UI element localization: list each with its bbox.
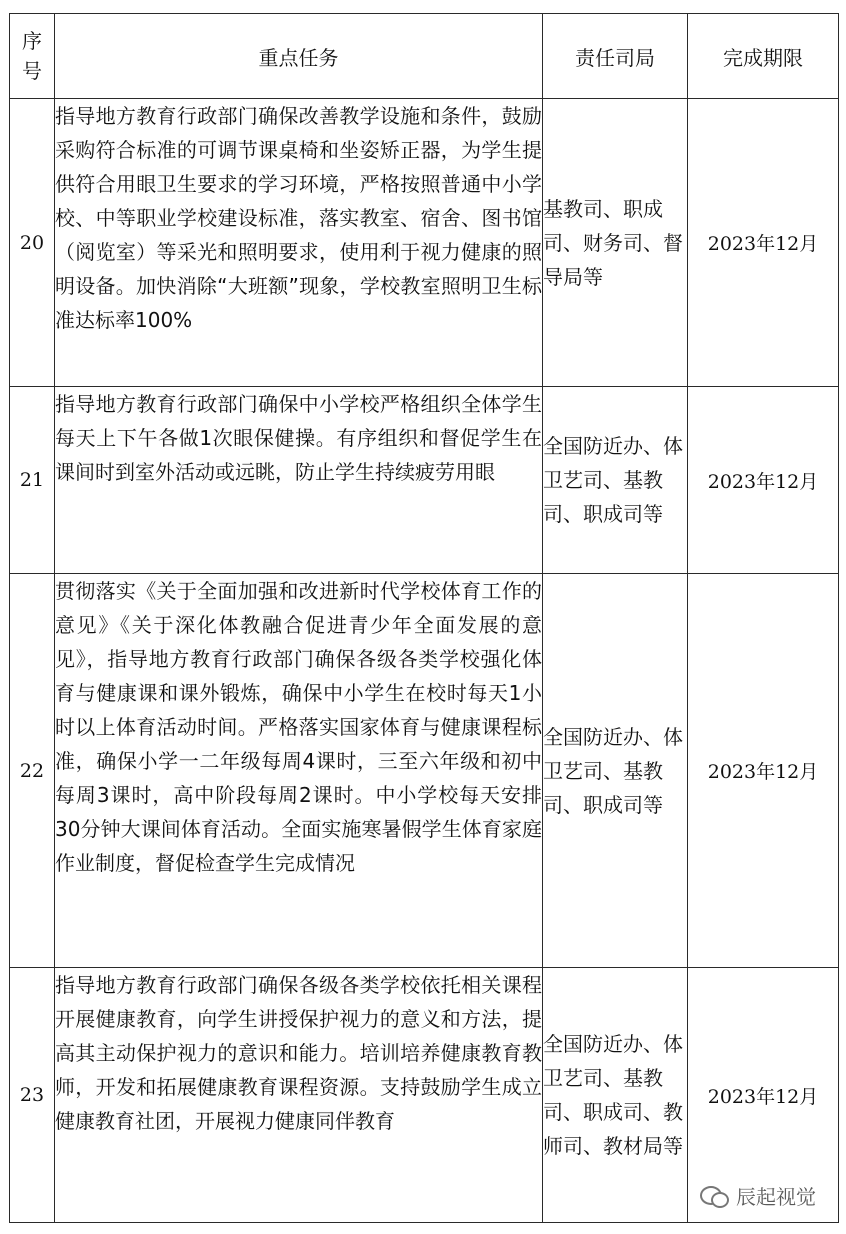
- row-deadline: 2023年12月: [688, 99, 839, 387]
- header-dept: 责任司局: [543, 14, 688, 99]
- row-task: 指导地方教育行政部门确保改善教学设施和条件，鼓励采购符合标准的可调节课桌椅和坐姿矫正器，为学生提供符合用眼卫生要求的学习环境，严格按照普通中小学校、中等职业学校建设标准，落实教室、宿舍、图书馆（阅览室）等采光和照明要求，使用利于视力健康的照明设备。加快消除“大班额”现象，学校教室照明卫生标准达标率100%: [55, 99, 543, 387]
- table-row: [10, 574, 839, 968]
- row-seq: 23: [10, 968, 55, 1223]
- row-seq: 22: [10, 574, 55, 968]
- table-row: [10, 99, 839, 387]
- row-dept: 全国防近办、体卫艺司、基教司、职成司、教师司、教材局等: [543, 968, 688, 1223]
- header-seq-line1: 序: [22, 29, 42, 53]
- header-seq: [10, 14, 55, 99]
- header-row: [10, 14, 839, 99]
- row-task: 贯彻落实《关于全面加强和改进新时代学校体育工作的意见》《关于深化体教融合促进青少年全面发展的意见》，指导地方教育行政部门确保各级各类学校强化体育与健康课和课外锻炼，确保中小学生在校时每天1小时以上体育活动时间。严格落实国家体育与健康课程标准，确保小学一二年级每周4课时，三至六年级和初中每周3课时，高中阶段每周2课时。中小学校每天安排30分钟大课间体育活动。全面实施寒暑假学生体育家庭作业制度，督促检查学生完成情况: [55, 574, 543, 968]
- row-dept: 全国防近办、体卫艺司、基教司、职成司等: [543, 574, 688, 968]
- row-deadline: 2023年12月: [688, 387, 839, 574]
- header-task: 重点任务: [55, 14, 543, 99]
- row-task: 指导地方教育行政部门确保各级各类学校依托相关课程开展健康教育，向学生讲授保护视力的意义和方法，提高其主动保护视力的意识和能力。培训培养健康教育教师，开发和拓展健康教育课程资源。支持鼓励学生成立健康教育社团，开展视力健康同伴教育: [55, 968, 543, 1223]
- watermark-label: 辰起视觉: [736, 1185, 816, 1209]
- row-deadline: 2023年12月: [688, 574, 839, 968]
- row-dept: 基教司、职成司、财务司、督导局等: [543, 99, 688, 387]
- wechat-icon: [700, 1184, 728, 1208]
- header-deadline: 完成期限: [688, 14, 839, 99]
- row-deadline: 2023年12月: [688, 968, 839, 1223]
- source-watermark: [700, 1181, 816, 1210]
- row-task: 指导地方教育行政部门确保中小学校严格组织全体学生每天上下午各做1次眼保健操。有序组织和督促学生在课间时到室外活动或远眺，防止学生持续疲劳用眼: [55, 387, 543, 574]
- task-table: [9, 13, 839, 1223]
- table-row: [10, 387, 839, 574]
- row-seq: 21: [10, 387, 55, 574]
- row-dept: 全国防近办、体卫艺司、基教司、职成司等: [543, 387, 688, 574]
- row-seq: 20: [10, 99, 55, 387]
- header-seq-line2: 号: [22, 59, 42, 83]
